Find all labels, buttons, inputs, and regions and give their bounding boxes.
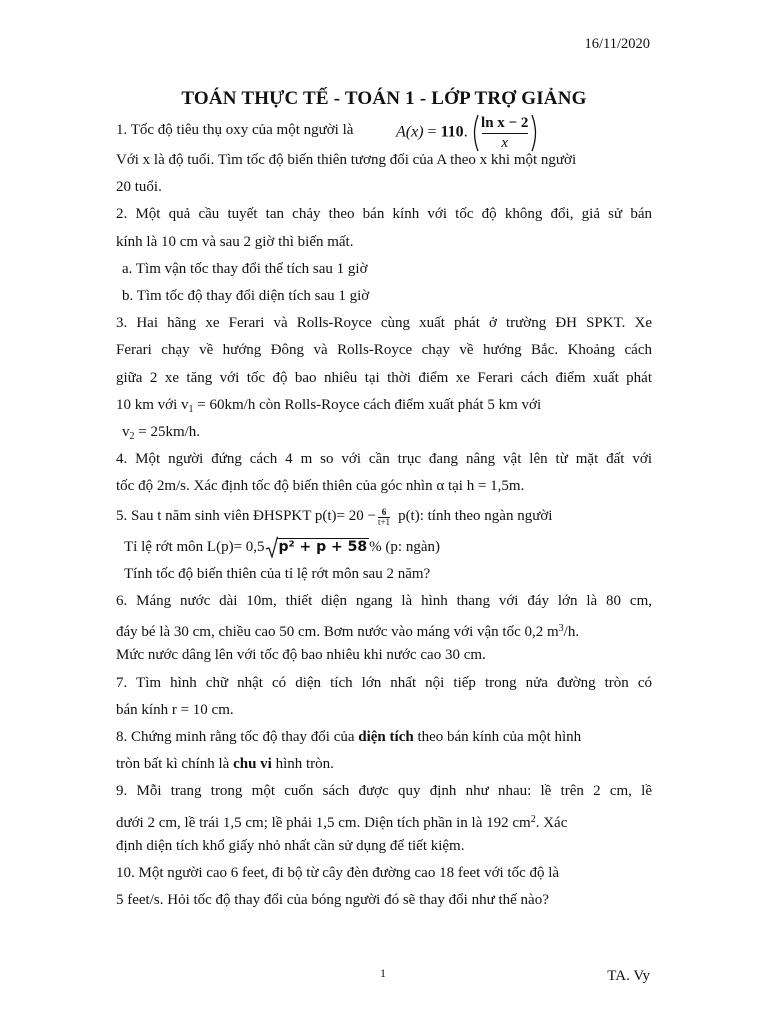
problem-9-line-2-rest: . Xác [535, 814, 568, 831]
problem-3-line-1: 3. Hai hãng xe Ferari và Rolls-Royce cùng xuất phát ở trường ĐH SPKT. Xe [116, 315, 652, 332]
problem-8-line-2 [116, 751, 652, 778]
problem-5-fraction-den: t+1 [377, 516, 391, 527]
problem-1-line-2: Với x là độ tuổi. Tìm tốc độ biến thiên tương đối của A theo x khi một người [116, 152, 577, 168]
problem-3-line-4-text: 10 km với v [116, 396, 189, 413]
problem-8-bold-area: diện tích [358, 728, 414, 745]
velocity-1-subscript: 1 [188, 403, 194, 415]
problem-8-line-1-rest: theo bán kính của một hình [413, 728, 582, 745]
square-root [265, 536, 370, 558]
problem-5-fraction [378, 508, 390, 527]
formula-coefficient: 110 [440, 123, 464, 141]
oxygen-formula: A(x) = 110. ln x − 2 x [396, 114, 540, 152]
problem-2-line-1: 2. Một quả cầu tuyết tan chảy theo bán kính với tốc độ không đổi, giả sử bán [116, 206, 652, 223]
problem-4-line-1: 4. Một người đứng cách 4 m so với cần trục đang nâng vật lên từ mặt đất với [116, 451, 652, 468]
formula-denominator: x [501, 135, 509, 151]
page-title: TOÁN THỰC TẾ - TOÁN 1 - LỚP TRỢ GIẢNG [181, 88, 587, 109]
problem-3-line-4 [116, 392, 652, 419]
problem-8-line-2-rest: hình tròn. [271, 756, 334, 773]
problem-7-line-1: 7. Tìm hình chữ nhật có diện tích lớn nhất nội tiếp trong nửa đường tròn có [116, 674, 652, 691]
radical-sign [265, 536, 278, 558]
formula-lhs: A(x) [396, 123, 424, 141]
problem-8-line-2-text: tròn bất kì chính là [116, 756, 234, 773]
page-number: 1 [380, 966, 386, 980]
problem-9-line-1: 9. Mỗi trang trong một cuốn sách được quy định như nhau: lề trên 2 cm, lề [116, 783, 652, 800]
problem-9-line-2-text: dưới 2 cm, lề trái 1,5 cm; lề phải 1,5 cm. Diện tích phần in là 192 cm [116, 814, 531, 831]
formula-fraction [470, 114, 540, 152]
velocity-2-subscript: 2 [129, 430, 135, 442]
problem-5-population-unit: p(t): tính theo ngàn người [398, 508, 553, 525]
problem-8-bold-perimeter: chu vi [233, 756, 272, 773]
author-signature: TA. Vy [607, 968, 650, 984]
problem-5-line-2 [116, 534, 652, 561]
problem-5-population-text: 5. Sau t năm sinh viên ĐHSPKT p(t)= 20 − [116, 508, 376, 525]
page-date: 16/11/2020 [584, 36, 650, 52]
velocity-2-value: = 25km/h. [134, 423, 201, 440]
problem-8-line-1 [116, 724, 652, 751]
problem-7-line-2: bán kính r = 10 cm. [116, 701, 234, 718]
problem-10-line-2: 5 feet/s. Hỏi tốc độ thay đổi của bóng người đó sẽ thay đổi như thế nào? [116, 892, 549, 909]
problem-5-rate-text: Tỉ lệ rớt môn L(p)= 0,5 [124, 538, 265, 555]
problem-list [116, 115, 652, 914]
problem-6-line-2-unit: /h. [563, 624, 580, 641]
problem-3-line-4-rest: = 60km/h còn Rolls-Royce cách điểm xuất phát 5 km với [193, 396, 542, 413]
problem-5-line-1 [116, 503, 652, 530]
problem-1-intro: 1. Tốc độ tiêu thụ oxy của một người là [116, 122, 354, 138]
problem-8-line-1-text: 8. Chứng minh rằng tốc độ thay đổi của [116, 728, 359, 745]
cubic-superscript: 3 [558, 623, 564, 635]
problem-1-line-1 [116, 115, 652, 151]
radicand: p² + p + 58 [278, 539, 368, 556]
formula-equals: = [423, 123, 441, 141]
problem-6-line-3: Mức nước dâng lên với tốc độ bao nhiêu khi nước cao 30 cm. [116, 647, 486, 664]
velocity-2-symbol: v [122, 423, 130, 440]
problem-6-line-1: 6. Máng nước dài 10m, thiết diện ngang là hình thang với đáy lớn là 80 cm, [116, 593, 652, 609]
problem-5-fraction-num: 6 [378, 508, 390, 518]
problem-3-line-5 [116, 419, 652, 446]
problem-1-line-3: 20 tuổi. [116, 179, 162, 196]
problem-3-line-2: Ferari chạy về hướng Đông và Rolls-Royce chạy về hướng Bắc. Khoảng cách [116, 342, 652, 359]
problem-2-line-2: kính là 10 cm và sau 2 giờ thì biến mất. [116, 233, 354, 250]
problem-9-line-2 [116, 806, 652, 833]
problem-10-line-1: 10. Một người cao 6 feet, đi bộ từ cây đèn đường cao 18 feet với tốc độ là [116, 864, 560, 881]
problem-5-rate-unit: % (p: ngàn) [369, 538, 440, 555]
square-superscript: 2 [530, 813, 536, 825]
problem-5-line-3: Tính tốc độ biến thiên của tỉ lệ rớt môn sau 2 năm? [124, 565, 431, 582]
problem-4-line-2: tốc độ 2m/s. Xác định tốc độ biến thiên của góc nhìn α tại h = 1,5m. [116, 478, 525, 495]
problem-2-part-a: a. Tìm vận tốc thay đổi thể tích sau 1 giờ [122, 260, 368, 277]
formula-numerator: ln x − 2 [481, 115, 529, 131]
problem-3-line-3: giữa 2 xe tăng với tốc độ bao nhiêu tại thời điểm xe Ferari cách điểm xuất phát [116, 369, 652, 386]
problem-6-line-2 [116, 615, 652, 642]
problem-9-line-3: định diện tích khổ giấy nhỏ nhất cần sử dụng để tiết kiệm. [116, 837, 465, 854]
problem-2-part-b: b. Tìm tốc độ thay đổi diện tích sau 1 giờ [122, 287, 370, 304]
problem-6-line-2-text: đáy bé là 30 cm, chiều cao 50 cm. Bơm nước vào máng với vận tốc 0,2 m [116, 624, 559, 641]
